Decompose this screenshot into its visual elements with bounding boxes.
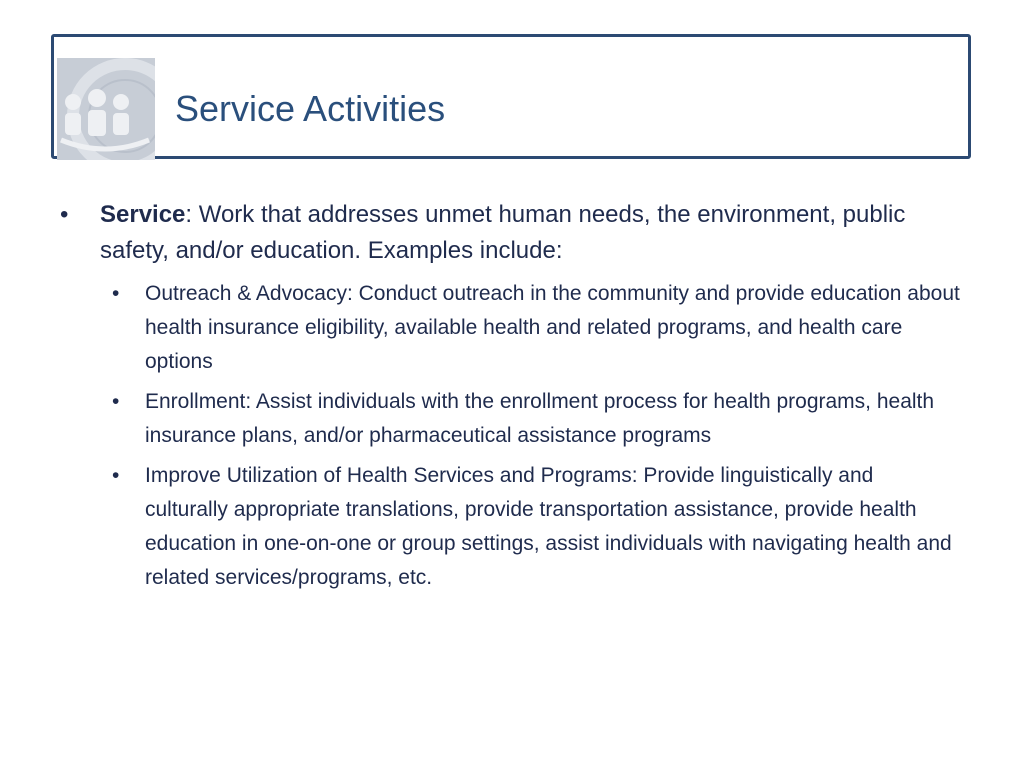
slide-title: Service Activities: [175, 88, 446, 129]
list-item: [112, 277, 960, 379]
bullet-dot: •: [112, 464, 120, 487]
service-bullet: [60, 197, 960, 269]
slide-body: [60, 197, 960, 601]
bullet-lead-term: Service: [100, 201, 186, 228]
title-banner: [51, 34, 971, 159]
list-item-text: Improve Utilization of Health Services and Programs: Provide linguistically and culturally appropriate translations, provide transportation assistance, provide health education in one-on-one or group settings, assist individuals with navigating health and related services/programs, etc.: [145, 464, 952, 589]
list-item-text: Outreach & Advocacy: Conduct outreach in the community and provide education about health insurance eligibility, available health and related programs, and health care options: [145, 282, 960, 373]
list-item: [112, 459, 960, 595]
bullet-text: : Work that addresses unmet human needs, the environment, public safety, and/or education. Examples include:: [100, 201, 906, 264]
list-item-text: Enrollment: Assist individuals with the enrollment process for health programs, health insurance plans, and/or pharmaceutical assistance programs: [145, 390, 935, 447]
bullet-dot: •: [112, 390, 120, 413]
list-item: [112, 385, 960, 453]
examples-list: [60, 277, 960, 595]
bullet-dot: •: [112, 282, 120, 305]
people-seal-logo-icon: [57, 58, 155, 160]
bullet-dot: •: [60, 201, 69, 228]
